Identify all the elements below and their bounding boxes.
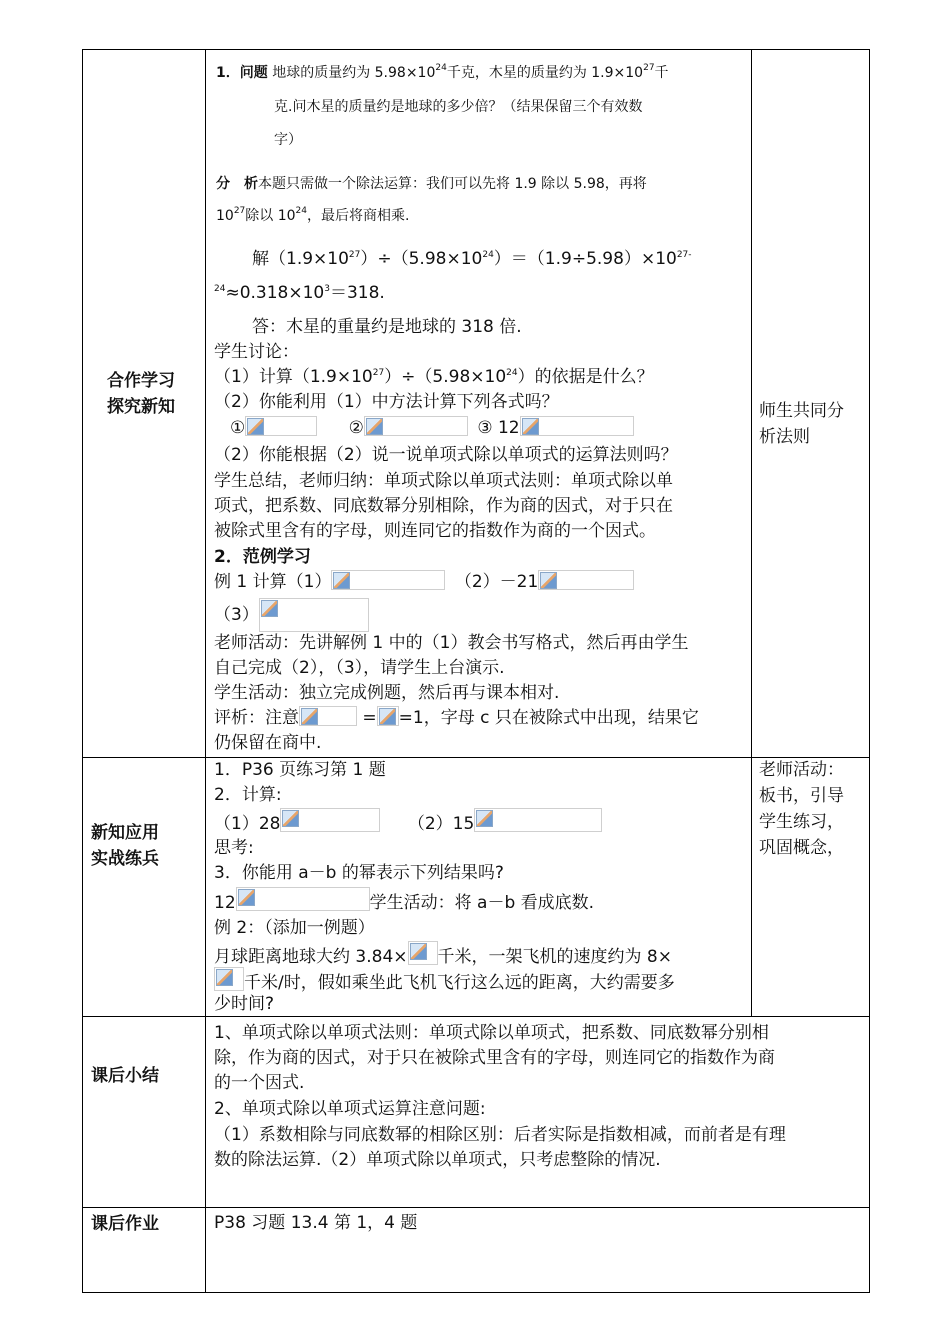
broken-image-icon xyxy=(476,810,493,827)
practice-line-5: 3．你能用 a－b 的幂表示下列结果吗? xyxy=(214,863,504,883)
discussion-q2: （2）你能利用（1）中方法计算下列各式吗？ xyxy=(214,392,559,412)
problem-text: 千 xyxy=(654,65,669,81)
label-line-2: 实战练兵 xyxy=(91,849,159,869)
row-label-cooperative-learning xyxy=(107,368,175,420)
summary-line-6: 数的除法运算.（2）单项式除以单项式，只考虑整除的情况. xyxy=(214,1150,661,1170)
example-section-title: 2．范例学习 xyxy=(214,547,311,567)
discussion-q1 xyxy=(214,365,654,389)
summary-line-4: 2、单项式除以单项式运算注意问题: xyxy=(214,1099,486,1119)
problem-number: 1． xyxy=(216,65,240,81)
col-divider-2 xyxy=(751,49,752,1016)
exponent: 27 xyxy=(233,206,246,216)
analysis-title: 分 析 xyxy=(216,176,258,192)
table-border-bottom xyxy=(82,1292,870,1293)
broken-image-icon xyxy=(216,969,233,986)
broken-image-icon xyxy=(247,418,264,435)
exercise-3-label: ③ 12 xyxy=(477,418,520,438)
discussion-exercises xyxy=(230,416,634,440)
solution-line-2 xyxy=(214,281,385,305)
exponent: 27 xyxy=(372,368,385,378)
note-line-2: 板书，引导 xyxy=(759,786,844,806)
formula-image xyxy=(214,967,244,991)
note-line-4: 巩固概念， xyxy=(759,838,844,858)
example-1-line xyxy=(214,570,634,594)
exponent: 27- xyxy=(676,250,692,260)
label-line-1: 合作学习 xyxy=(107,371,175,391)
table-border-left xyxy=(82,49,83,1293)
teacher-activity-1: 老师活动：先讲解例 1 中的（1）教会书写格式，然后再由学生 xyxy=(214,633,689,653)
broken-image-icon xyxy=(333,572,350,589)
rule-summary-3: 被除式里含有的字母，则连同它的指数作为商的一个因式。 xyxy=(214,521,656,541)
practice-text: （2）15 xyxy=(407,814,475,834)
practice-text: 12 xyxy=(214,893,236,913)
row-divider-2 xyxy=(82,1016,870,1017)
practice-text: 千米，一架飞机的速度约为 8× xyxy=(437,947,672,967)
solution-line-1 xyxy=(252,247,692,271)
note-line-1: 师生共同分 xyxy=(759,401,844,421)
analysis-text: 本题只需做一个除法运算：我们可以先将 1.9 除以 5.98，再将 xyxy=(258,176,647,192)
discussion-title: 学生讨论： xyxy=(214,342,299,362)
label-line-1: 新知应用 xyxy=(91,823,159,843)
practice-line-8 xyxy=(214,941,672,969)
review-text: 评析：注意 xyxy=(214,708,299,728)
discussion-text: ）的依据是什么？ xyxy=(517,367,654,387)
formula-image xyxy=(280,808,380,832)
rule-summary-2: 项式，把系数、同底数幂分别相除，作为商的因式，对于只在 xyxy=(214,496,673,516)
broken-image-icon xyxy=(261,600,278,617)
exercise-2-label: ② xyxy=(348,418,364,438)
exponent: 24 xyxy=(482,250,494,260)
exponent: 3 xyxy=(324,284,330,294)
practice-line-4: 思考: xyxy=(214,838,254,858)
row-divider-3 xyxy=(82,1207,870,1208)
label-line-2: 探究新知 xyxy=(107,397,175,417)
row-label-summary: 课后小结 xyxy=(91,1066,159,1086)
homework-text: P38 习题 13.4 第 1，4 题 xyxy=(214,1213,418,1233)
teacher-activity-2: 自己完成（2），（3），请学生上台演示. xyxy=(214,658,505,678)
solution-text: ）÷（5.98×10 xyxy=(360,249,483,269)
exponent: 24 xyxy=(214,284,226,294)
formula-image xyxy=(408,941,438,965)
practice-line-1: 1．P36 页练习第 1 题 xyxy=(214,760,386,780)
problem-text: 地球的质量约为 5.98×10 xyxy=(272,65,436,81)
review-line-1 xyxy=(214,706,699,730)
practice-text: 月球距离地球大约 3.84× xyxy=(214,947,408,967)
formula-image xyxy=(377,706,399,726)
summary-line-3: 的一个因式. xyxy=(214,1073,305,1093)
exponent: 27 xyxy=(348,250,361,260)
practice-line-7: 例 2：（添加一例题） xyxy=(214,918,375,938)
formula-image xyxy=(236,887,370,911)
practice-line-9 xyxy=(214,967,675,995)
solution-text: ＝318. xyxy=(329,283,385,303)
broken-image-icon xyxy=(379,708,396,725)
broken-image-icon xyxy=(301,708,318,725)
exponent: 24 xyxy=(506,368,518,378)
problem-line-2: 克.问木星的质量约是地球的多少倍？（结果保留三个有效数 xyxy=(274,99,643,115)
analysis-line-2 xyxy=(216,205,409,227)
broken-image-icon xyxy=(282,810,299,827)
formula-image xyxy=(364,416,468,436)
broken-image-icon xyxy=(410,943,427,960)
broken-image-icon xyxy=(522,418,539,435)
practice-line-10: 少时间? xyxy=(214,994,275,1014)
review-text: = xyxy=(362,708,377,728)
practice-text: 学生活动：将 a－b 看成底数. xyxy=(369,893,595,913)
row-label-homework: 课后作业 xyxy=(91,1214,159,1234)
row-note-cooperative xyxy=(759,398,844,450)
review-line-2: 仍保留在商中. xyxy=(214,733,322,753)
discussion-text: （1）计算（1.9×10 xyxy=(214,367,373,387)
discussion-q3: （2）你能根据（2）说一说单项式除以单项式的运算法则吗？ xyxy=(214,445,678,465)
practice-text: 千米/时，假如乘坐此飞机飞行这么远的距离，大约需要多 xyxy=(244,973,675,993)
example-text: （2）－21 xyxy=(454,572,539,592)
analysis-text: ，最后将商相乘. xyxy=(307,208,410,224)
example-1-part-3 xyxy=(214,598,369,632)
note-line-2: 析法则 xyxy=(759,427,810,447)
example-text: （3） xyxy=(214,605,259,625)
practice-line-6 xyxy=(214,887,594,915)
row-divider-1 xyxy=(82,757,870,758)
formula-image xyxy=(331,570,445,590)
broken-image-icon xyxy=(540,572,557,589)
practice-text: （1）28 xyxy=(214,814,281,834)
formula-image xyxy=(299,706,357,726)
exponent: 24 xyxy=(435,63,447,73)
problem-title: 问题 xyxy=(239,65,268,81)
table-border-right xyxy=(869,49,870,1293)
solution-text: 解（1.9×10 xyxy=(252,249,349,269)
practice-line-3 xyxy=(214,808,602,836)
discussion-text: ）÷（5.98×10 xyxy=(384,367,507,387)
example-text: 例 1 计算（1） xyxy=(214,572,332,592)
solution-answer: 答：木星的重量约是地球的 318 倍. xyxy=(252,317,522,337)
analysis-line-1 xyxy=(216,173,647,195)
problem-line-1 xyxy=(216,62,669,84)
rule-summary-1: 学生总结，老师归纳：单项式除以单项式法则：单项式除以单 xyxy=(214,471,673,491)
broken-image-icon xyxy=(238,889,255,906)
formula-image xyxy=(538,570,634,590)
formula-image xyxy=(474,808,602,832)
solution-text: ）＝（1.9÷5.98）×10 xyxy=(493,249,677,269)
row-note-practice xyxy=(759,757,844,861)
note-line-1: 老师活动： xyxy=(759,760,844,780)
summary-line-2: 除，作为商的因式，对于只在被除式里含有的字母，则连同它的指数作为商 xyxy=(214,1048,775,1068)
note-line-3: 学生练习， xyxy=(759,812,844,832)
student-activity: 学生活动：独立完成例题，然后再与课本相对. xyxy=(214,683,560,703)
exercise-1-label: ① xyxy=(230,418,246,438)
practice-line-2: 2．计算: xyxy=(214,785,282,805)
analysis-text: 除以 10 xyxy=(245,208,296,224)
solution-text: ≈0.318×10 xyxy=(225,283,325,303)
analysis-text: 10 xyxy=(216,208,234,224)
problem-line-3: 字） xyxy=(274,132,302,148)
review-text: =1，字母 c 只在被除式中出现，结果它 xyxy=(398,708,699,728)
formula-image xyxy=(520,416,634,436)
formula-image xyxy=(245,416,317,436)
formula-image xyxy=(259,598,369,632)
exponent: 27 xyxy=(643,63,655,73)
row-label-practice xyxy=(91,820,159,872)
col-divider-1 xyxy=(205,49,206,1293)
broken-image-icon xyxy=(366,418,383,435)
summary-line-1: 1、单项式除以单项式法则：单项式除以单项式，把系数、同底数幂分别相 xyxy=(214,1023,769,1043)
problem-text: 千克，木星的质量约为 1.9×10 xyxy=(446,65,644,81)
exponent: 24 xyxy=(295,206,307,216)
summary-line-5: （1）系数相除与同底数幂的相除区别：后者实际是指数相减，而前者是有理 xyxy=(214,1125,786,1145)
